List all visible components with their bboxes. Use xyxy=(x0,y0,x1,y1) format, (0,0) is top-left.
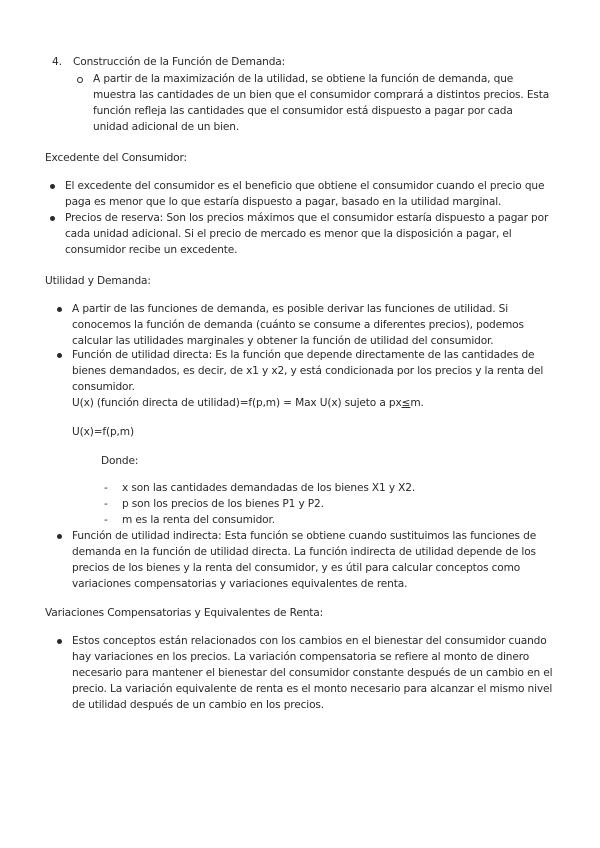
bullet-icon xyxy=(50,216,55,221)
formula-short: U(x)=f(p,m) xyxy=(72,426,134,438)
bullet-icon xyxy=(57,534,62,539)
text-line: El excedente del consumidor es el beneficio que obtiene el consumidor cuando el precio que xyxy=(65,180,545,192)
text-line: A partir de las funciones de demanda, es posible derivar las funciones de utilidad. Si xyxy=(72,303,509,315)
dash-marker: - xyxy=(104,498,108,510)
text-line: precios de los bienes y la renta del consumidor, y es útil para calcular conceptos como xyxy=(72,562,521,574)
list-number: 4. xyxy=(52,56,63,68)
bullet-icon xyxy=(50,184,55,189)
text-line: necesario para mantener el bienestar del consumidor constante después de un cambio en el xyxy=(72,667,553,679)
section-heading-variaciones: Variaciones Compensatorias y Equivalentes de Renta: xyxy=(45,607,324,619)
formula-leq-symbol: ≤ xyxy=(401,397,411,409)
circle-bullet-icon xyxy=(77,77,83,83)
dash-item: x son las cantidades demandadas de los bienes X1 y X2. xyxy=(122,482,416,494)
bullet-icon xyxy=(57,307,62,312)
section-heading-utilidad: Utilidad y Demanda: xyxy=(45,275,151,287)
dash-item: m es la renta del consumidor. xyxy=(122,514,275,526)
text-line: consumidor. xyxy=(72,381,135,393)
dash-marker: - xyxy=(104,482,108,494)
section4-title: Construcción de la Función de Demanda: xyxy=(73,56,286,68)
text-line: precio. La variación equivalente de renta es el monto necesario para alcanzar el mismo nivel xyxy=(72,683,553,695)
formula-direct-utility xyxy=(72,395,424,411)
text-line: Función de utilidad directa: Es la función que depende directamente de las cantidades de xyxy=(72,349,535,361)
bullet-icon xyxy=(57,353,62,358)
text-line: paga es menor que lo que estaría dispuesto a pagar, basado en la utilidad marginal. xyxy=(65,196,502,208)
donde-label: Donde: xyxy=(101,455,139,467)
dash-item: p son los precios de los bienes P1 y P2. xyxy=(122,498,324,510)
text-line: A partir de la maximización de la utilidad, se obtiene la función de demanda, que xyxy=(93,73,514,85)
text-line: función refleja las cantidades que el consumidor está dispuesto a pagar por cada xyxy=(93,105,513,117)
text-line: variaciones compensatorias y variaciones equivalentes de renta. xyxy=(72,578,408,590)
text-line: hay variaciones en los precios. La variación compensatoria se refiere al monto de dinero xyxy=(72,651,530,663)
formula-text-end: m. xyxy=(410,397,424,409)
bullet-icon xyxy=(57,639,62,644)
formula-text: U(x) (función directa de utilidad)=f(p,m) = Max U(x) sujeto a px xyxy=(72,397,402,409)
dash-marker: - xyxy=(104,514,108,526)
text-line: consumidor recibe un excedente. xyxy=(65,244,238,256)
text-line: unidad adicional de un bien. xyxy=(93,121,240,133)
text-line: conocemos la función de demanda (cuánto se consume a diferentes precios), podemos xyxy=(72,319,524,331)
text-line: Precios de reserva: Son los precios máximos que el consumidor estaría dispuesto a pagar por xyxy=(65,212,549,224)
text-line: Función de utilidad indirecta: Esta función se obtiene cuando sustituimos las funciones de xyxy=(72,530,537,542)
text-line: de utilidad después de un cambio en los precios. xyxy=(72,699,324,711)
text-line: muestra las cantidades de un bien que el consumidor comprará a distintos precios. Esta xyxy=(93,89,550,101)
text-line: bienes demandados, es decir, de x1 y x2, y está condicionada por los precios y la renta del xyxy=(72,365,544,377)
text-line: Estos conceptos están relacionados con los cambios en el bienestar del consumidor cuando xyxy=(72,635,547,647)
text-line: demanda en la función de utilidad directa. La función indirecta de utilidad depende de los xyxy=(72,546,536,558)
section-heading-excedente: Excedente del Consumidor: xyxy=(45,152,187,164)
text-line: calcular las utilidades marginales y obtener la función de utilidad del consumidor. xyxy=(72,335,494,347)
text-line: cada unidad adicional. Si el precio de mercado es menor que la disposición a pagar, el xyxy=(65,228,512,240)
